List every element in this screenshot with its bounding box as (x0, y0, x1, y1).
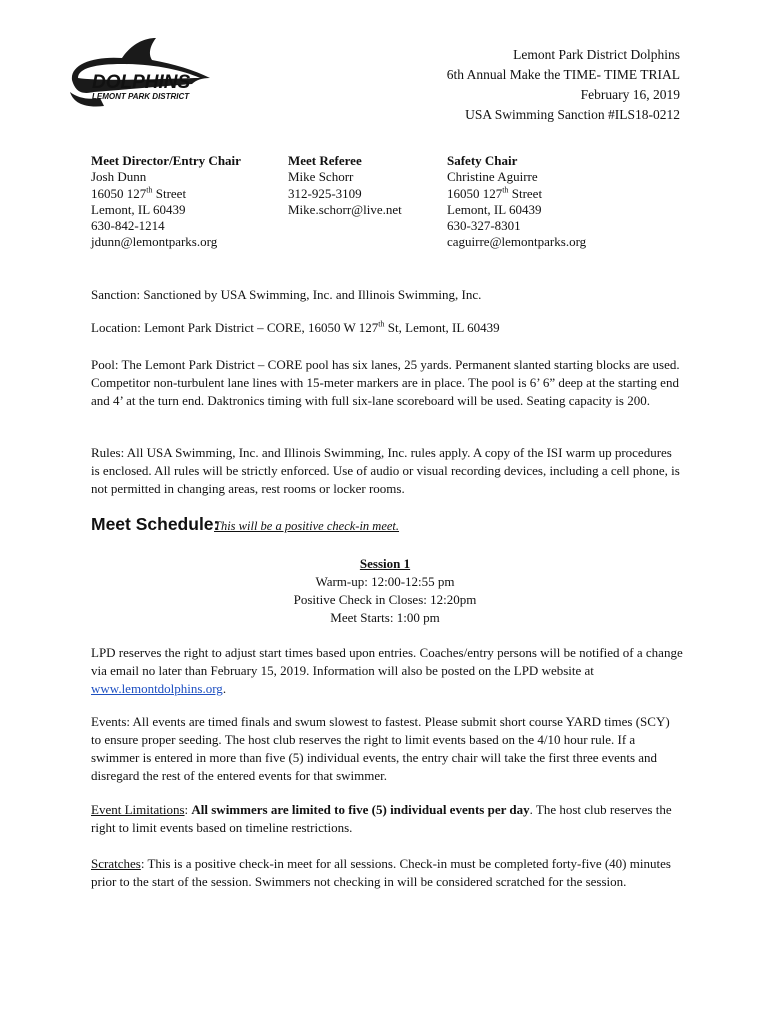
session-block (0, 555, 770, 627)
logo-brand: DOLPHINS (92, 72, 191, 93)
contact-email: jdunn@lemontparks.org (91, 234, 218, 250)
contact-street: 16050 127th Street (447, 185, 543, 201)
scratches-label: Scratches (91, 856, 141, 871)
events-paragraph: Events: All events are timed finals and swum slowest to fastest. Please submit short course YARD times (SCY) to ensure proper seeding. The host club reserves the right to limit events based on the 4/10 hour rule. If a swimmer is entered in more than five (5) individual events, the entry chair will take the first three events and disregard the rest of the entered events for that swimmer. (91, 714, 670, 783)
contact-title: Meet Referee (288, 153, 362, 168)
contact-name: Christine Aguirre (447, 169, 538, 185)
contact-name: Josh Dunn (91, 169, 147, 185)
contact-phone: 630-327-8301 (447, 218, 521, 234)
session-warmup: Warm-up: 12:00-12:55 pm (315, 574, 455, 589)
contact-email: Mike.schorr@live.net (288, 201, 402, 217)
event-limitations-bold: All swimmers are limited to five (5) individual events per day (191, 802, 530, 817)
header-club: Lemont Park District Dolphins (513, 47, 680, 62)
pool-paragraph: Pool: The Lemont Park District – CORE pool has six lanes, 25 yards. Permanent slanted starting blocks are used. Competitor non-turbulent lane lines with 15-meter markers are in place. The pool is 6’ 6” deep at the starting end and 4’ at the turn end. Daktronics timing with full six-lane scoreboard will be used. Seating capacity is 200. (91, 357, 680, 408)
scratches-paragraph: Scratches: This is a positive check-in meet for all sessions. Check-in must be completed forty-five (40) minutes prior to the start of the session. Swimmers not checking in will be considered scratched for the session. (91, 856, 671, 889)
session-title: Session 1 (359, 556, 411, 571)
contact-title: Safety Chair (447, 153, 518, 168)
contact-city: Lemont, IL 60439 (447, 201, 542, 217)
meet-schedule-title: Meet Schedule: (91, 514, 220, 534)
logo-sub: LEMONT PARK DISTRICT (92, 92, 190, 101)
contact-meet-director (91, 153, 241, 251)
header-meet-name: 6th Annual Make the TIME- TIME TRIAL (446, 67, 680, 82)
dolphins-logo (64, 34, 216, 114)
session-starts: Meet Starts: 1:00 pm (330, 610, 440, 625)
header-date: February 16, 2019 (580, 87, 680, 102)
contact-email: caguirre@lemontparks.org (447, 234, 587, 250)
location-paragraph: Location: Lemont Park District – CORE, 16050 W 127th St, Lemont, IL 60439 (91, 319, 500, 335)
contact-city: Lemont, IL 60439 (91, 201, 186, 217)
contact-safety-chair (447, 153, 586, 251)
contact-phone: 630-842-1214 (91, 218, 165, 234)
lpd-website-link[interactable]: www.lemontdolphins.org (91, 681, 223, 696)
meet-header (447, 45, 680, 125)
contact-phone: 312-925-3109 (288, 185, 362, 201)
event-limitations-paragraph: Event Limitations: All swimmers are limited to five (5) individual events per day. The host club reserves the right to limit events based on timeline restrictions. (91, 802, 672, 835)
sanction-paragraph: Sanction: Sanctioned by USA Swimming, Inc. and Illinois Swimming, Inc. (91, 287, 482, 302)
contact-title: Meet Director/Entry Chair (91, 153, 241, 168)
lpd-paragraph: LPD reserves the right to adjust start times based upon entries. Coaches/entry persons will be notified of a change via email no later than February 15, 2019. Information will also be posted on the LPD website at www.lemontdolphins.org. (91, 645, 683, 696)
contact-name: Mike Schorr (288, 169, 354, 185)
event-limitations-label: Event Limitations (91, 802, 185, 817)
contact-street: 16050 127th Street (91, 185, 187, 201)
meet-schedule-note: This will be a positive check-in meet. (214, 519, 400, 533)
header-sanction: USA Swimming Sanction #ILS18-0212 (465, 107, 680, 122)
rules-paragraph: Rules: All USA Swimming, Inc. and Illinois Swimming, Inc. rules apply. A copy of the ISI warm up procedures is enclosed. All rules will be strictly enforced. Use of audio or visual recording devices, including a cell phone, is not permitted in changing areas, rest rooms or locker rooms. (91, 445, 680, 496)
session-checkin: Positive Check in Closes: 12:20pm (293, 592, 477, 607)
contact-meet-referee (288, 153, 402, 218)
